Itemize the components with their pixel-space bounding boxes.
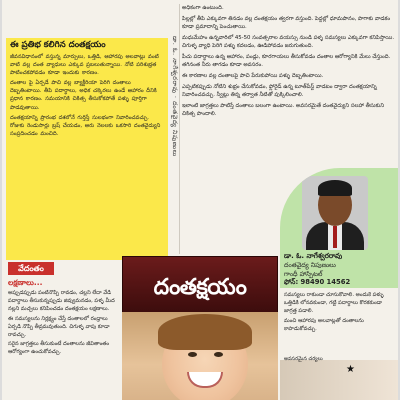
right-lower-paragraph: సమస్యలు రాకుండా చూసుకోవాలి. అందుకే పళ్ళు ఒత్తిడికి లోనవకుండా, గట్టి పదార్థాలు కొరకకుండా జాగ్రత్త పడాలి.	[284, 292, 384, 314]
yellow-article-box	[6, 38, 168, 260]
newspaper-page	[2, 0, 398, 400]
symptoms-section	[8, 278, 120, 400]
right-text-column	[182, 4, 396, 184]
right-paragraph: ఎప్పటికప్పుడు నోటిని శుభ్రం చేసుకోవడం, ఫ్లోరైడ్ ఉన్న టూత్‌పేస్ట్ వాడటం ద్వారా దంతక్షయాన్ని నివారించవచ్చు. స్వీట్లు తిన్న తర్వాత నీటితో పుక్కిలించాలి.	[182, 84, 377, 98]
symptoms-subheading: లక్షణాలు...	[8, 278, 43, 287]
article-headline: ఈ ప్రతిభ కలిగిన దంతక్షయం	[10, 40, 106, 50]
symptoms-paragraph: అప్పుడప్పుడు పంటినొప్పి రావడం, చల్లని లేదా వేడి పదార్థాలు తీసుకున్నప్పుడు జివ్వుమనడం, పళ్ళ మీద నల్లని మచ్చలు కనిపించడం దంతక్షయం లక్షణాలు.	[8, 290, 115, 312]
doctor-panel	[280, 168, 398, 288]
doctor-info	[284, 252, 394, 287]
section-tag: వేదంతం	[8, 262, 54, 275]
right-paragraph: మధుమేహం ఉన్నవారిలో 45-50 సంవత్సరాల వయస్సు నుండి పళ్ళ సమస్యలు ఎక్కువగా కనిపిస్తాయి. చిగుళ్ళ వ్యాధి పెరిగి పళ్ళు కదలడం, ఊడిపోవడం జరుగుతుంది.	[182, 35, 395, 49]
article-paragraph: దంతక్షయాన్ని ప్రారంభ దశలోనే గుర్తిస్తే సులభంగా నివారించవచ్చు. రోజుకు రెండుసార్లు బ్రష్ చేయడం, ఆరు నెలలకు ఒకసారి దంతవైద్యుని సంప్రదించడం మంచిది.	[10, 114, 161, 137]
column-divider	[179, 4, 180, 254]
right-paragraph: పిల్లల్లో తీపి ఎక్కువగా తినడం వల్ల దంతక్షయం త్వరగా వస్తుంది. పెద్దల్లో ధూమపానం, పొగాకు వాడకం కూడా ప్రమాదాన్ని పెంచుతాయి.	[182, 16, 391, 30]
doctor-tie	[333, 226, 337, 248]
author-strip-text: డా. ఓ. నాగేశ్వరరావు · దంతవైద్య నిపుణులు	[171, 36, 178, 157]
doctor-hospital: గాంధీ హాస్పిటల్	[284, 269, 323, 278]
doctor-photo	[302, 176, 368, 250]
doctor-title: దంతవైద్య నిపుణులు	[284, 261, 336, 269]
article-paragraph: జీవనవిధానంలో వస్తున్న మార్పులు, ఒత్తిడి, ఆహారపు అలవాట్లు వంటి వాటి వల్ల దంత వ్యాధులు ఎక్కువ ప్రబలుతున్నాయి. నోటి పరిశుభ్రత పాటించకపోవడం కూడా ఇందుకు కారణం.	[10, 54, 159, 77]
child-eye-left	[188, 352, 197, 357]
child-eye-right	[214, 352, 223, 357]
doctor-phone: ఫోన్: 98490 14562	[284, 278, 351, 286]
article-paragraph: దంతాల పై ఏర్పడే పాచి వల్ల బ్యాక్టీరియా పెరిగి దంతాలు దెబ్బతింటాయి. తీపి పదార్థాలు, అధిక చక్కెరలు ఉండే ఆహారం దీనికి ప్రధాన కారణం. సమయానికి చికిత్స తీసుకోకపోతే పళ్ళు పూర్తిగా పాడవుతాయి.	[10, 80, 157, 111]
bottom-caption: అవసరమైన చర్యలు	[284, 356, 323, 362]
right-paragraph: ఇలాంటి జాగ్రత్తలు పాటిస్తే దంతాలు బలంగా ఉంటాయి. అవసరమైతే దంతవైద్యుని సలహా తీసుకుని చికిత్స పొందాలి.	[182, 103, 384, 117]
right-lower-text	[284, 292, 396, 356]
bottom-photo	[280, 360, 398, 400]
child-hair	[158, 314, 252, 350]
right-lower-paragraph: మంచి ఆహారపు అలవాట్లతో దంతాలను కాపాడుకోవచ్చు.	[284, 317, 364, 332]
right-paragraph: అధికంగా ఉంటుంది.	[182, 5, 224, 11]
right-paragraph: పీచు పదార్థాలు ఉన్న ఆహారం, పండ్లు, కూరగాయలు తీసుకోవడం దంతాల ఆరోగ్యానికి మేలు చేస్తుంది. తగినంత నీరు తాగడం కూడా అవసరం.	[182, 54, 391, 68]
doctor-hair	[318, 180, 352, 196]
right-paragraph: ఈ కారణాల వల్ల దంతాలపై పాచి పేరుకుపోయి పళ్ళు దెబ్బతింటాయి.	[182, 73, 324, 79]
banner-title: దంతక్షయం	[153, 274, 247, 300]
symptoms-paragraph: ఈ సమస్యలను నిర్లక్ష్యం చేస్తే దంతాలలో రంధ్రాలు ఏర్పడి నొప్పి తీవ్రమవుతుంది. చిగుళ్ళ వాపు కూడా రావచ్చు.	[8, 315, 110, 338]
symptoms-paragraph: సరైన జాగ్రత్తలు తీసుకుంటే దంతాలను జీవితాంతం ఆరోగ్యంగా ఉంచుకోవచ్చు.	[8, 341, 110, 356]
title-banner	[122, 256, 278, 316]
child-smiling-photo	[122, 312, 278, 400]
star-icon: ★	[346, 364, 355, 375]
doctor-name: డా. ఓ. నాగేశ్వరరావు	[284, 252, 343, 260]
